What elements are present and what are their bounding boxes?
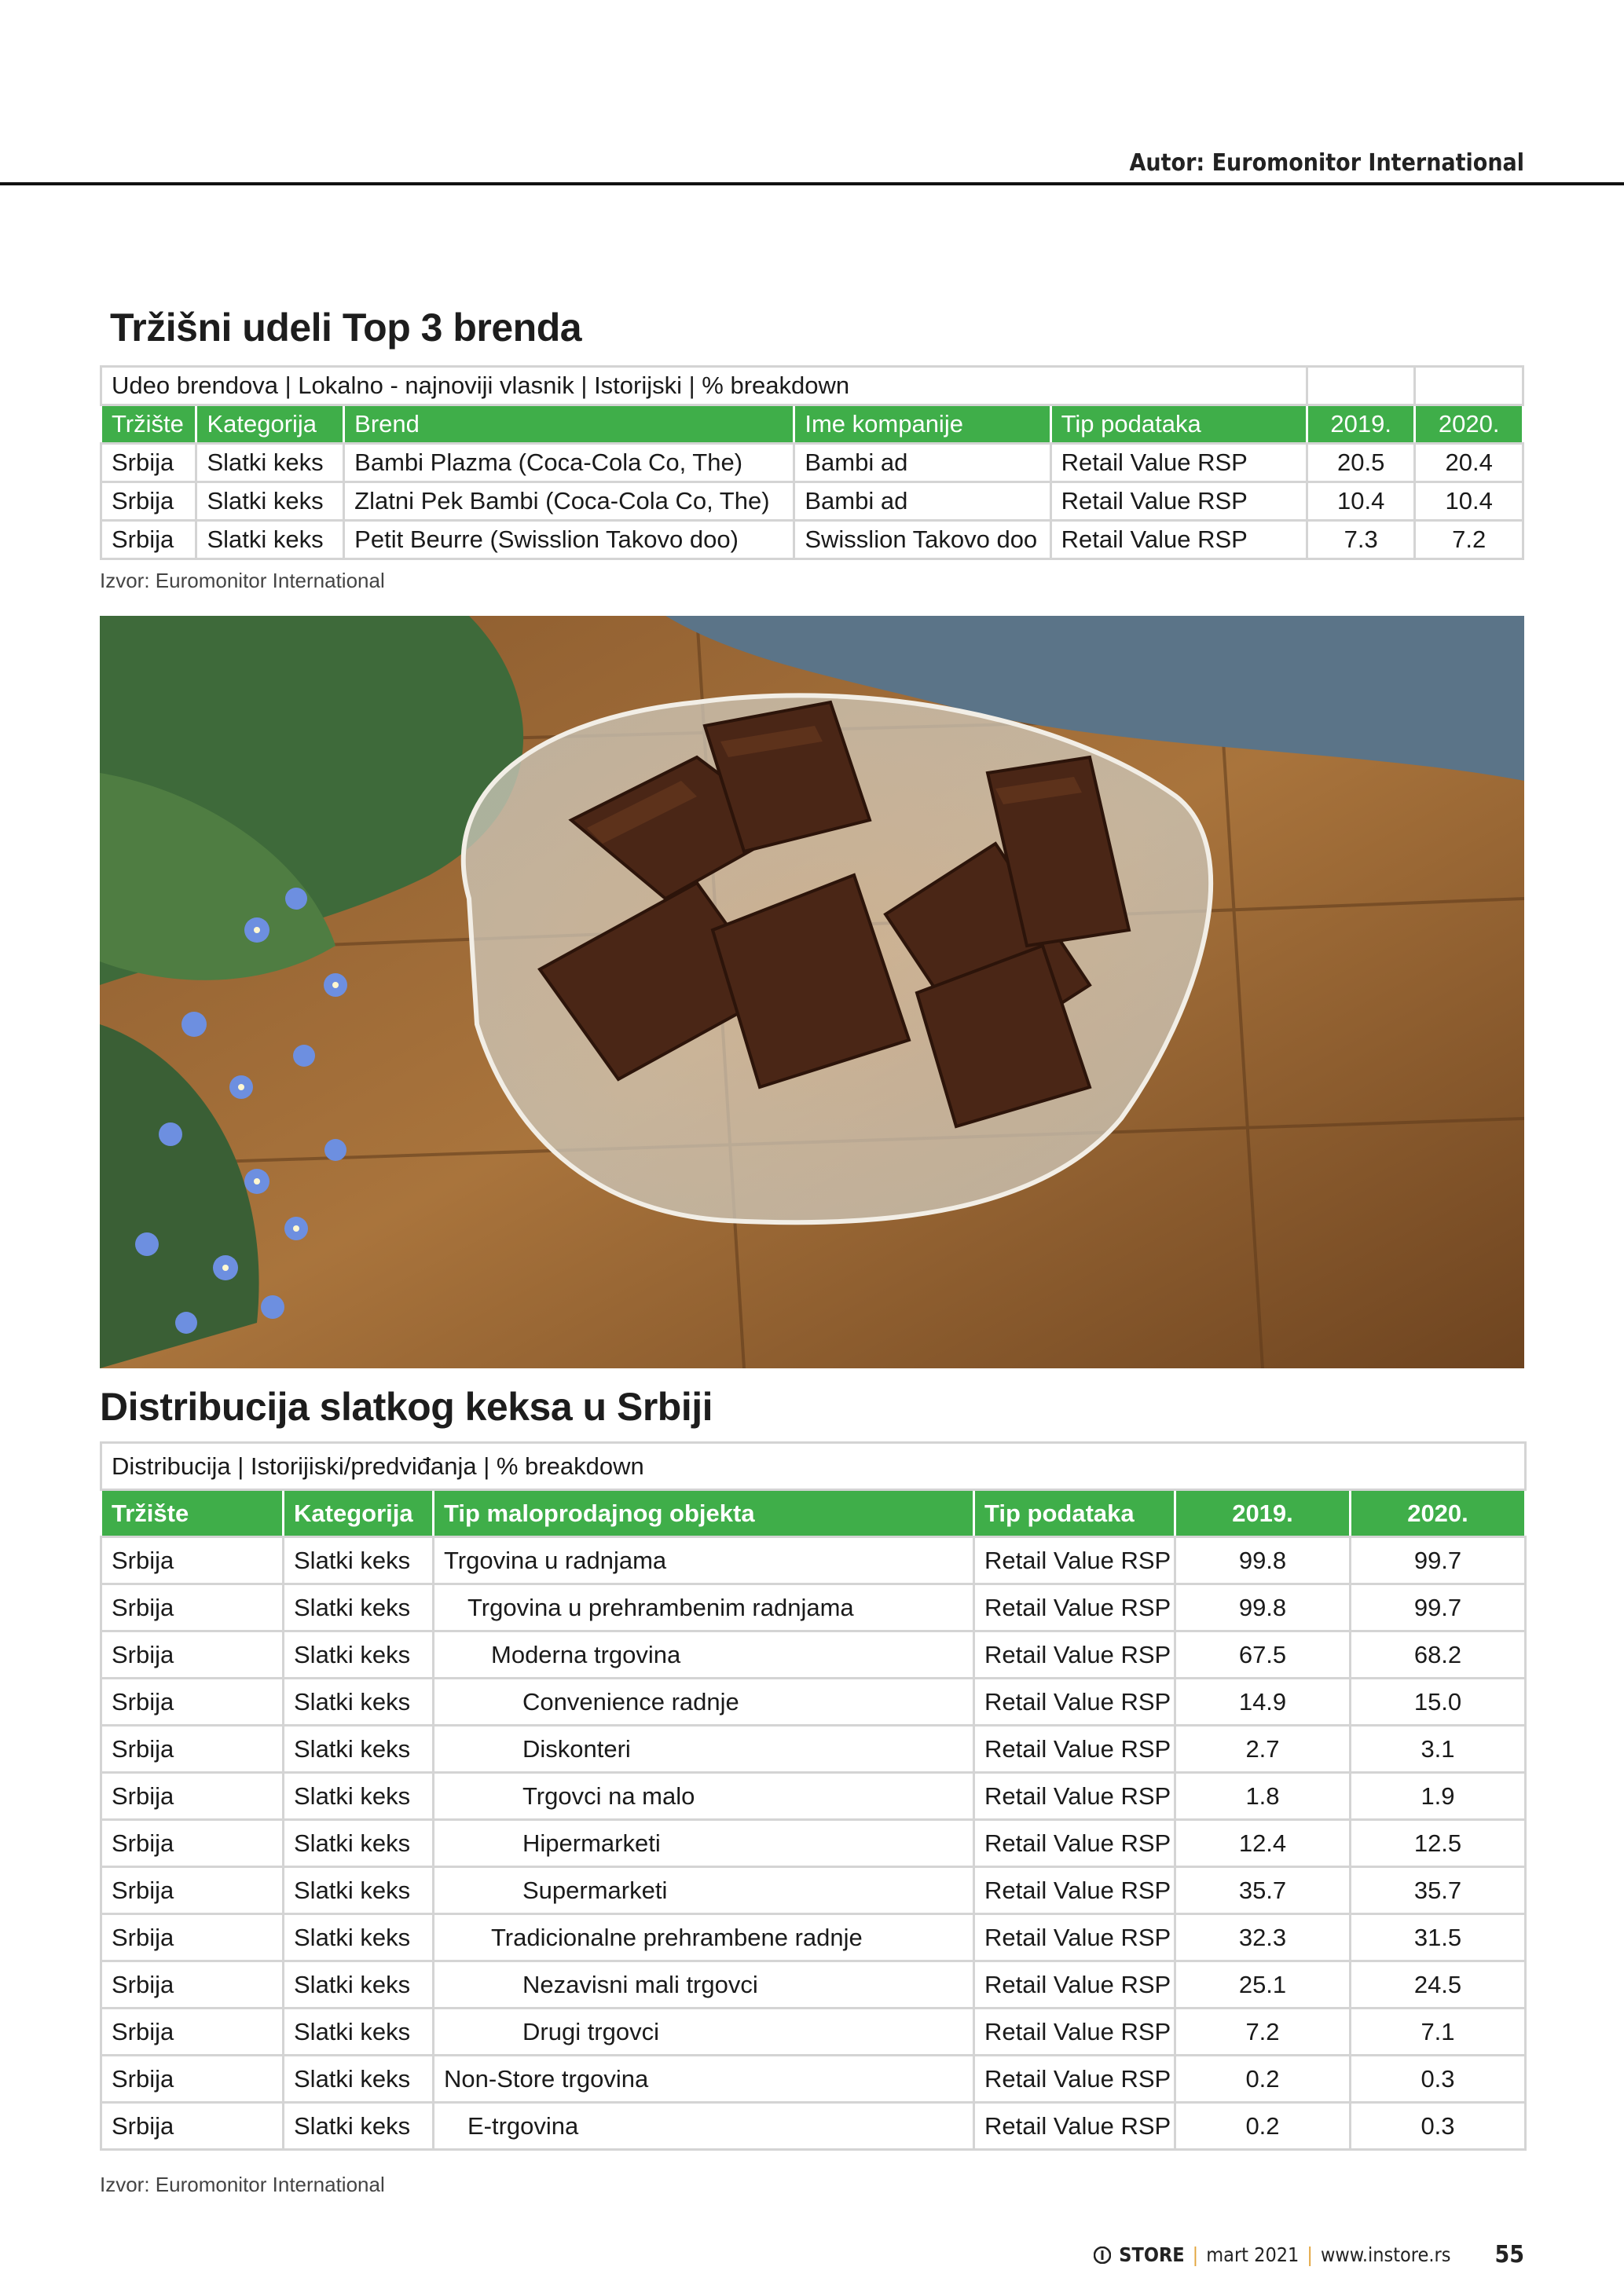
author-credit: Autor: Euromonitor International (1129, 149, 1524, 177)
cell-outlet-type: Non-Store trgovina (434, 2056, 974, 2103)
cell-2019: 0.2 (1175, 2103, 1351, 2150)
cell-2020: 20.4 (1415, 444, 1523, 482)
cell-outlet-type: Nezavisni mali trgovci (434, 1961, 974, 2009)
column-header: Kategorija (196, 405, 344, 444)
table-row (101, 1820, 1526, 1867)
cell-2020: 31.5 (1351, 1914, 1526, 1961)
cell-2019: 20.5 (1307, 444, 1415, 482)
table-caption-row (101, 1443, 1526, 1490)
cell-category: Slatki keks (284, 1773, 434, 1820)
footer-separator: | (1307, 2243, 1313, 2266)
column-header: 2020. (1351, 1490, 1526, 1537)
cell-2019: 0.2 (1175, 2056, 1351, 2103)
cell-data-type: Retail Value RSP (974, 1726, 1175, 1773)
cell-data-type: Retail Value RSP (974, 1679, 1175, 1726)
distribution-table (100, 1441, 1527, 2151)
cell-market: Srbija (101, 1867, 284, 1914)
cell-market: Srbija (101, 1773, 284, 1820)
cell-market: Srbija (101, 1537, 284, 1584)
cell-2019: 1.8 (1175, 1773, 1351, 1820)
cell-category: Slatki keks (284, 1961, 434, 2009)
cell-2020: 99.7 (1351, 1537, 1526, 1584)
cell-category: Slatki keks (196, 444, 344, 482)
cell-market: Srbija (101, 1820, 284, 1867)
column-header: Kategorija (284, 1490, 434, 1537)
column-header: Tip podataka (974, 1490, 1175, 1537)
column-header: Tržište (101, 1490, 284, 1537)
cell-market: Srbija (101, 2056, 284, 2103)
cell-data-type: Retail Value RSP (974, 1961, 1175, 2009)
cell-2020: 0.3 (1351, 2103, 1526, 2150)
cell-2019: 35.7 (1175, 1867, 1351, 1914)
cell-category: Slatki keks (284, 1726, 434, 1773)
page-number: 55 (1494, 2241, 1524, 2269)
cell-2019: 99.8 (1175, 1584, 1351, 1631)
table-row (101, 1537, 1526, 1584)
cell-2019: 2.7 (1175, 1726, 1351, 1773)
cell-category: Slatki keks (284, 1867, 434, 1914)
footer-separator: | (1192, 2243, 1199, 2266)
section-title-market-share: Tržišni udeli Top 3 brenda (110, 306, 582, 350)
page-footer (1094, 2241, 1524, 2269)
cell-market: Srbija (101, 1961, 284, 2009)
cell-data-type: Retail Value RSP (974, 2009, 1175, 2056)
cell-2019: 7.2 (1175, 2009, 1351, 2056)
table-row (101, 1726, 1526, 1773)
cell-data-type: Retail Value RSP (1050, 482, 1307, 521)
cell-2020: 1.9 (1351, 1773, 1526, 1820)
cell-brand: Bambi Plazma (Coca-Cola Co, The) (344, 444, 794, 482)
cell-2019: 25.1 (1175, 1961, 1351, 2009)
column-header: Tip podataka (1050, 405, 1307, 444)
cell-category: Slatki keks (196, 521, 344, 559)
cell-market: Srbija (101, 521, 196, 559)
cell-category: Slatki keks (284, 1584, 434, 1631)
cell-data-type: Retail Value RSP (1050, 444, 1307, 482)
cell-outlet-type: Trgovina u radnjama (434, 1537, 974, 1584)
cell-company: Swisslion Takovo doo (794, 521, 1050, 559)
table-row (101, 1679, 1526, 1726)
cell-data-type: Retail Value RSP (1050, 521, 1307, 559)
table-row (101, 1631, 1526, 1679)
table-row (101, 444, 1523, 482)
column-header: Brend (344, 405, 794, 444)
cell-category: Slatki keks (284, 1914, 434, 1961)
cell-market: Srbija (101, 1584, 284, 1631)
column-header: Ime kompanije (794, 405, 1050, 444)
magazine-logo: STORE (1119, 2243, 1185, 2266)
cell-2020: 12.5 (1351, 1820, 1526, 1867)
cell-outlet-type: Drugi trgovci (434, 2009, 974, 2056)
column-header: 2019. (1175, 1490, 1351, 1537)
cell-data-type: Retail Value RSP (974, 1537, 1175, 1584)
cell-outlet-type: Hipermarketi (434, 1820, 974, 1867)
cell-2020: 68.2 (1351, 1631, 1526, 1679)
table-header-row (101, 1490, 1526, 1537)
table-row (101, 2009, 1526, 2056)
cell-market: Srbija (101, 444, 196, 482)
cell-data-type: Retail Value RSP (974, 2103, 1175, 2150)
cell-2019: 7.3 (1307, 521, 1415, 559)
cell-2020: 10.4 (1415, 482, 1523, 521)
cell-2019: 10.4 (1307, 482, 1415, 521)
cell-outlet-type: Moderna trgovina (434, 1631, 974, 1679)
cell-market: Srbija (101, 1914, 284, 1961)
table-row (101, 1961, 1526, 2009)
cell-outlet-type: Trgovci na malo (434, 1773, 974, 1820)
cell-category: Slatki keks (284, 2056, 434, 2103)
website-link[interactable]: www.instore.rs (1320, 2243, 1451, 2266)
cell-data-type: Retail Value RSP (974, 1773, 1175, 1820)
source-note: Izvor: Euromonitor International (100, 2173, 385, 2196)
cell-2020: 35.7 (1351, 1867, 1526, 1914)
cell-2020: 0.3 (1351, 2056, 1526, 2103)
cell-category: Slatki keks (196, 482, 344, 521)
cell-market: Srbija (101, 1679, 284, 1726)
cell-2019: 12.4 (1175, 1820, 1351, 1867)
instore-logo-icon (1094, 2247, 1111, 2264)
cell-market: Srbija (101, 2103, 284, 2150)
cell-market: Srbija (101, 2009, 284, 2056)
table-row (101, 1584, 1526, 1631)
cell-category: Slatki keks (284, 1679, 434, 1726)
cell-2019: 99.8 (1175, 1537, 1351, 1584)
table-row (101, 1867, 1526, 1914)
column-header: Tržište (101, 405, 196, 444)
cell-market: Srbija (101, 1631, 284, 1679)
header-rule (0, 182, 1624, 185)
cell-outlet-type: Convenience radnje (434, 1679, 974, 1726)
table-row (101, 2056, 1526, 2103)
cell-outlet-type: E-trgovina (434, 2103, 974, 2150)
table-row (101, 2103, 1526, 2150)
cell-2020: 99.7 (1351, 1584, 1526, 1631)
cell-company: Bambi ad (794, 482, 1050, 521)
table-caption: Distribucija | Istorijiski/predviđanja | % breakdown (101, 1443, 1526, 1490)
table-caption: Udeo brendova | Lokalno - najnoviji vlasnik | Istorijski | % breakdown (101, 367, 1307, 405)
cell-outlet-type: Trgovina u prehrambenim radnjama (434, 1584, 974, 1631)
cell-2020: 3.1 (1351, 1726, 1526, 1773)
table-row (101, 521, 1523, 559)
cell-data-type: Retail Value RSP (974, 2056, 1175, 2103)
cell-2020: 7.2 (1415, 521, 1523, 559)
cell-outlet-type: Tradicionalne prehrambene radnje (434, 1914, 974, 1961)
cell-data-type: Retail Value RSP (974, 1584, 1175, 1631)
cell-brand: Zlatni Pek Bambi (Coca-Cola Co, The) (344, 482, 794, 521)
cell-2019: 14.9 (1175, 1679, 1351, 1726)
cell-data-type: Retail Value RSP (974, 1820, 1175, 1867)
cell-market: Srbija (101, 1726, 284, 1773)
cell-2020: 15.0 (1351, 1679, 1526, 1726)
cell-data-type: Retail Value RSP (974, 1631, 1175, 1679)
table-row (101, 1914, 1526, 1961)
brand-share-table (100, 365, 1524, 560)
cell-category: Slatki keks (284, 2009, 434, 2056)
table-row (101, 482, 1523, 521)
cell-outlet-type: Supermarketi (434, 1867, 974, 1914)
cell-company: Bambi ad (794, 444, 1050, 482)
table-caption-row (101, 367, 1523, 405)
column-header: 2019. (1307, 405, 1415, 444)
column-header: 2020. (1415, 405, 1523, 444)
cell-brand: Petit Beurre (Swisslion Takovo doo) (344, 521, 794, 559)
table-header-row (101, 405, 1523, 444)
issue-date: mart 2021 (1206, 2243, 1300, 2266)
cell-2020: 24.5 (1351, 1961, 1526, 2009)
chocolate-biscuits-photo (100, 616, 1524, 1368)
table-row (101, 1773, 1526, 1820)
cell-category: Slatki keks (284, 1537, 434, 1584)
cell-2019: 67.5 (1175, 1631, 1351, 1679)
cell-2019: 32.3 (1175, 1914, 1351, 1961)
section-title-distribution: Distribucija slatkog keksa u Srbiji (100, 1385, 713, 1429)
cell-market: Srbija (101, 482, 196, 521)
source-note: Izvor: Euromonitor International (100, 569, 385, 592)
cell-category: Slatki keks (284, 1820, 434, 1867)
cell-category: Slatki keks (284, 2103, 434, 2150)
cell-category: Slatki keks (284, 1631, 434, 1679)
cell-outlet-type: Diskonteri (434, 1726, 974, 1773)
column-header: Tip maloprodajnog objekta (434, 1490, 974, 1537)
cell-data-type: Retail Value RSP (974, 1914, 1175, 1961)
cell-2020: 7.1 (1351, 2009, 1526, 2056)
cell-data-type: Retail Value RSP (974, 1867, 1175, 1914)
